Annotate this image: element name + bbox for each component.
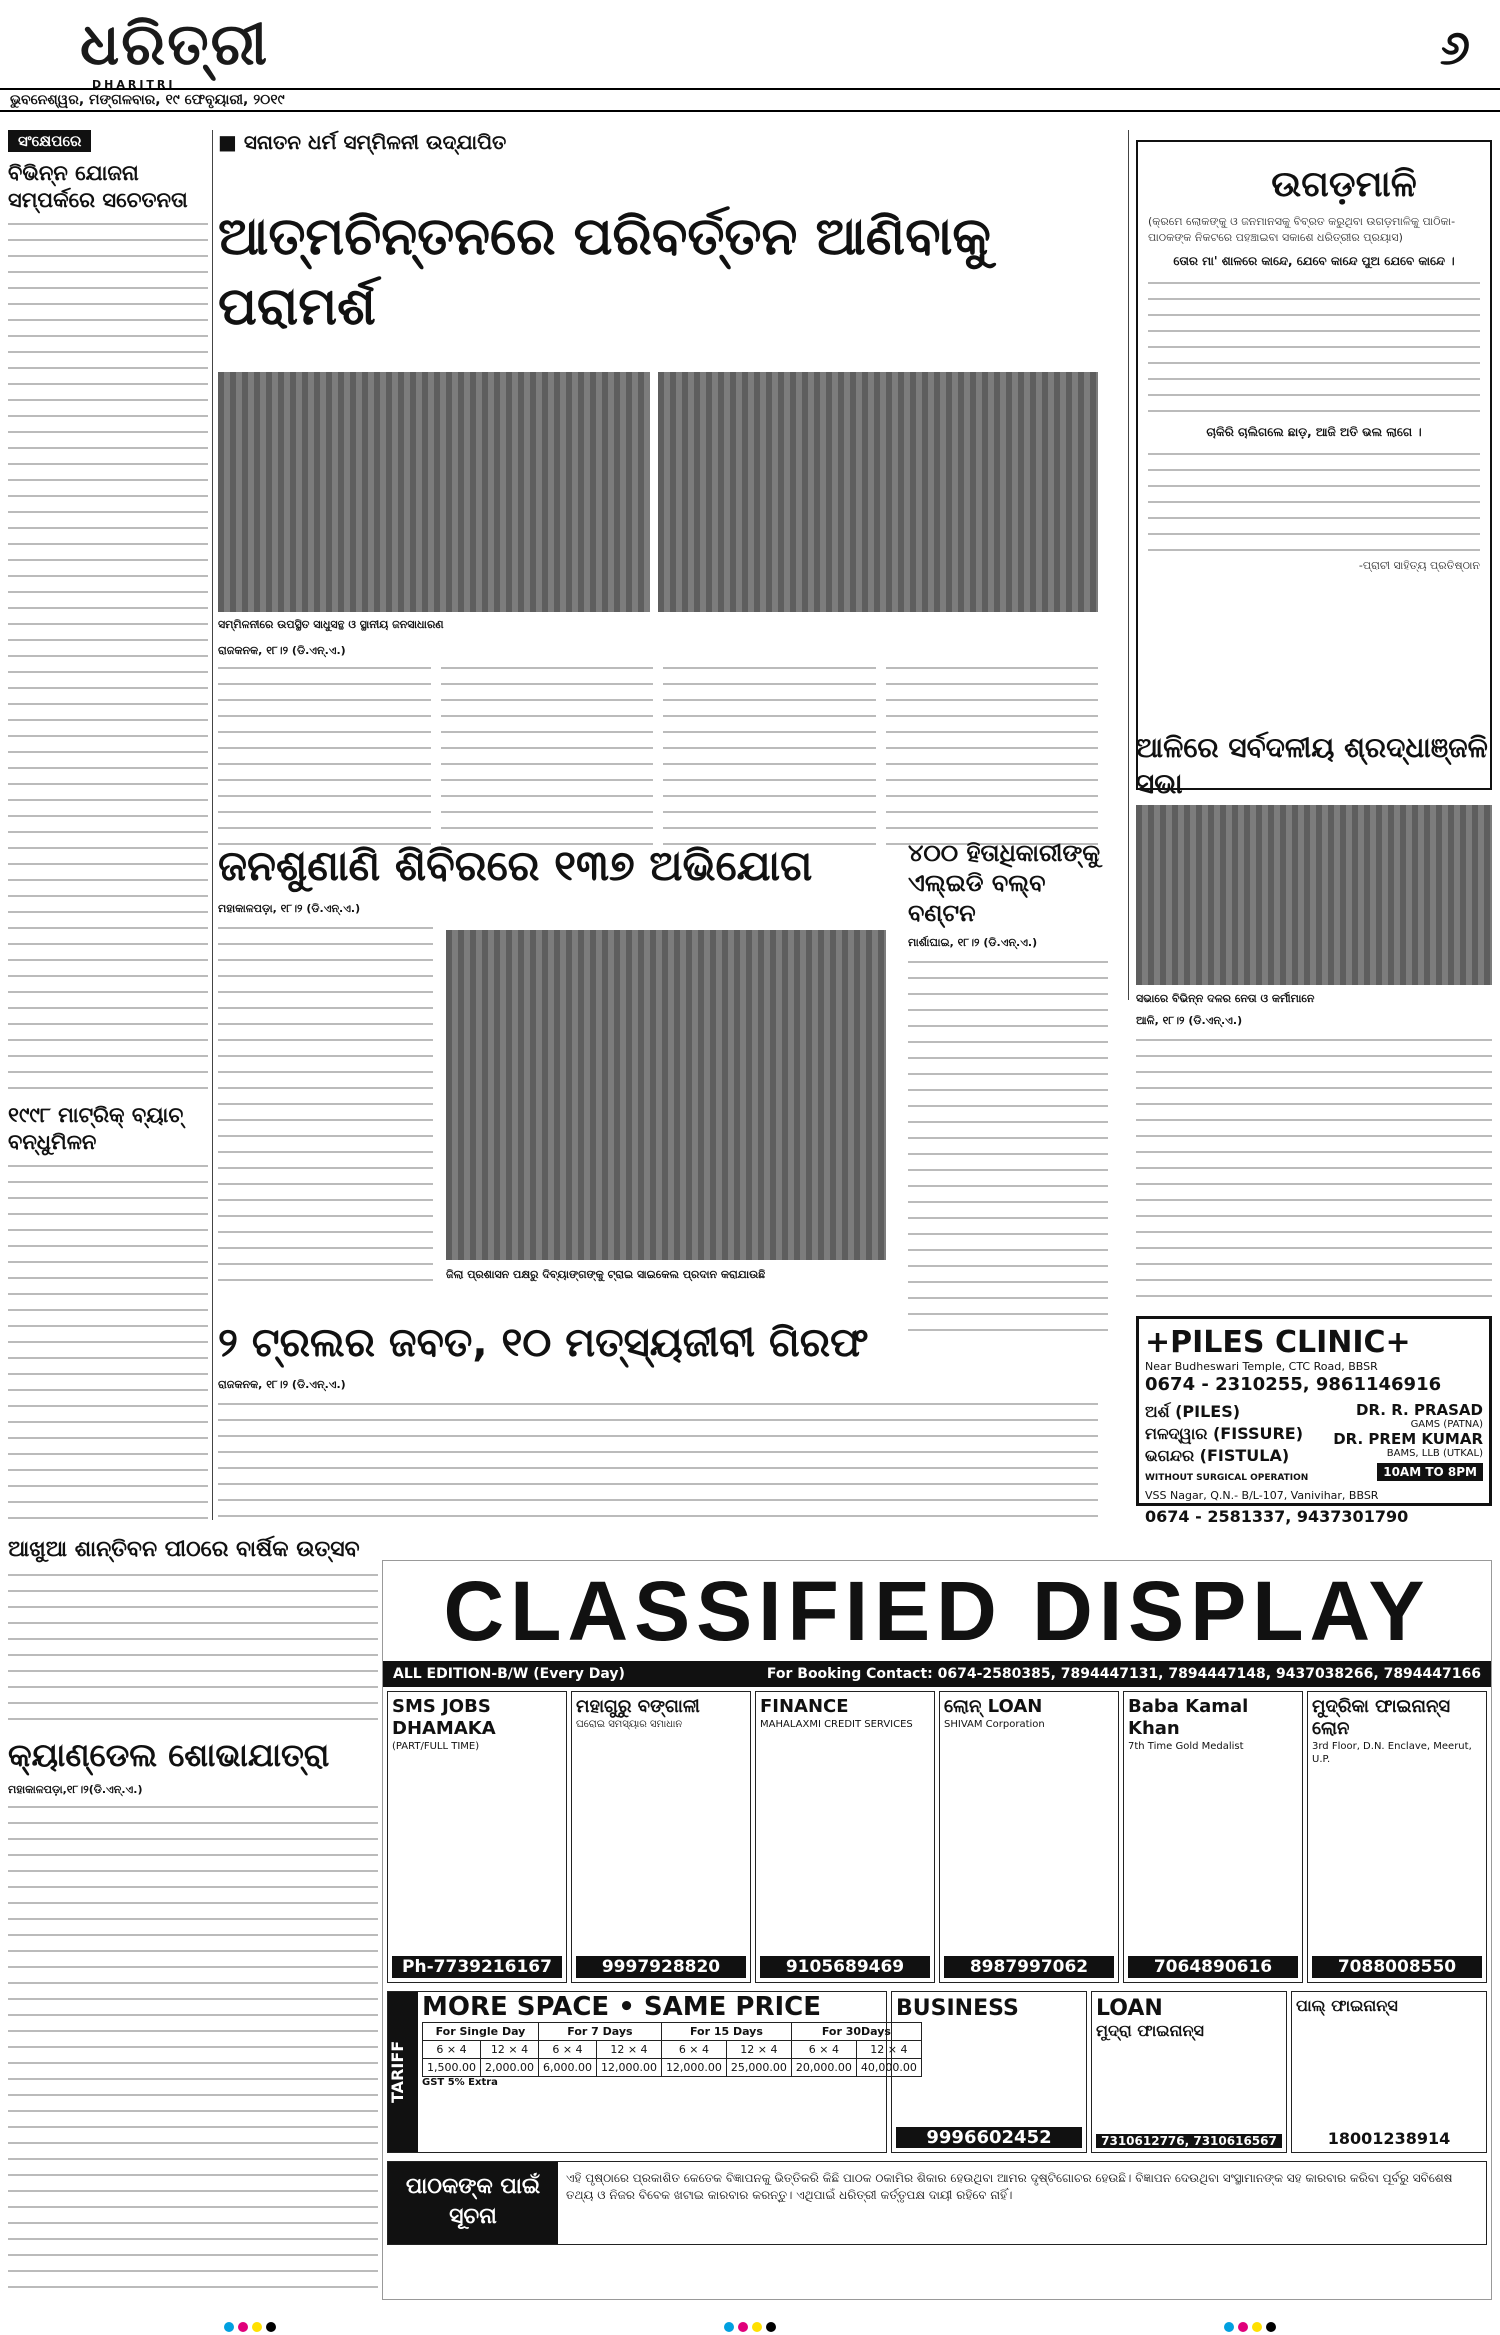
piles-note: WITHOUT SURGICAL OPERATION <box>1145 1473 1309 1483</box>
article-body-placeholder <box>663 662 876 852</box>
doctor-1: DR. R. PRASAD <box>1356 1401 1483 1419</box>
bottom-left-stories <box>8 1535 378 2315</box>
ad-subtitle: 7th Time Gold Medalist <box>1128 1741 1244 1752</box>
masthead <box>0 0 1500 120</box>
doctor-2-degree: BAMS, LLB (UTKAL) <box>1386 1448 1483 1459</box>
notice-heading: ପାଠକଙ୍କ ପାଇଁ ସୂଚନା <box>388 2162 558 2244</box>
classified-title: CLASSIFIED DISPLAY <box>443 1564 1431 1658</box>
piles-item: ଅର୍ଶ (PILES) <box>1145 1402 1241 1421</box>
classified-ad <box>1307 1691 1487 1983</box>
tariff-size: 6 × 4 <box>423 2041 481 2059</box>
classified-ad <box>755 1691 935 1983</box>
tariff-col: For 30Days <box>791 2023 921 2041</box>
tariff-heading: MORE SPACE • SAME PRICE <box>422 1992 822 2022</box>
tariff-price: 1,500.00 <box>423 2059 481 2077</box>
newspaper-logo: ଧରିତ୍ରୀ <box>80 10 270 78</box>
ad-phone: 9105689469 <box>760 1956 930 1978</box>
ad-phone: 7064890616 <box>1128 1956 1298 1978</box>
piles-item: ମଳଦ୍ୱାର (FISSURE) <box>1145 1424 1304 1443</box>
classified-booking-bar <box>383 1661 1491 1687</box>
newspaper-logo-sub: DHARITRI <box>92 78 176 91</box>
tariff-price: 12,000.00 <box>661 2059 726 2077</box>
ad-title: Baba Kamal Khan <box>1128 1696 1249 1739</box>
sabha-headline: ଆଳିରେ ସର୍ବଦଳୀୟ ଶ୍ରଦ୍ଧାଞ୍ଜଳି ସଭା <box>1136 731 1488 800</box>
classified-ad <box>387 1691 567 1983</box>
ad-phone: 9996602452 <box>896 2127 1082 2148</box>
article-body-placeholder <box>218 662 431 852</box>
bottom-headline-1: ଆଖୁଆ ଶାନ୍ତିବନ ପୀଠରେ ବାର୍ଷିକ ଉତ୍ସବ <box>8 1537 360 1562</box>
article-body-placeholder <box>908 956 1108 1336</box>
section-tag: ସଂକ୍ଷେପରେ <box>8 130 91 152</box>
bottom-dateline: ମହାକାଳପଡ଼ା,୧୮।୨(ଡି.ଏନ୍.ଏ.) <box>8 1783 143 1796</box>
main-photo-stage <box>218 372 650 612</box>
classified-ad <box>1123 1691 1303 1983</box>
tariff-size: 12 × 4 <box>480 2041 538 2059</box>
ad-title: ଲୋନ୍ LOAN <box>944 1696 1043 1717</box>
ad-subtitle: ଘରୋଇ ସମସ୍ୟାର ସମାଧାନ <box>576 1719 683 1730</box>
tariff-price: 2,000.00 <box>480 2059 538 2077</box>
dateline: ଭୁବନେଶ୍ୱର, ମଙ୍ଗଳବାର, ୧୯ ଫେବୃୟାରୀ, ୨୦୧୯ <box>0 88 1500 112</box>
ad-title: FINANCE <box>760 1696 849 1717</box>
ad-title: ମୁଦ୍ରିକା ଫାଇନାନ୍ସ ଲୋନ <box>1312 1696 1451 1739</box>
ad-subtitle: ମୁଦ୍ରା ଫାଇନାନ୍ସ <box>1096 2021 1204 2040</box>
feature-intro: (କ୍ରମେ ଲୋକଙ୍କୁ ଓ ଜନମାନସକୁ ବିବ୍ରତ କରୁଥିବା ଉଗଡ଼ମାଳିକୁ ପାଠିକା-ପାଠକଙ୍କ ନିକଟରେ ପହଞ୍ଚାଇବା ସକାଶେ ଧରିତ୍ରୀର ପ୍ରୟାସ) <box>1148 215 1456 244</box>
grievance-headline: ଜନଶୁଣାଣି ଶିବିରରେ ୧୩୭ ଅଭିଯୋଗ <box>218 841 813 890</box>
registration-mark <box>1222 2317 1278 2335</box>
tariff-table <box>422 2022 922 2077</box>
article-body-placeholder <box>1136 1034 1492 1304</box>
tariff-row <box>383 1987 1491 2157</box>
tariff-size: 6 × 4 <box>538 2041 596 2059</box>
tariff-size: 6 × 4 <box>661 2041 726 2059</box>
print-registration-marks <box>0 2318 1500 2334</box>
trawler-headline: ୨ ଟ୍ରଲର ଜବତ, ୧୦ ମତ୍ସ୍ୟଜୀବୀ ଗିରଫ <box>218 1320 869 1366</box>
article-body-placeholder <box>886 662 1099 852</box>
grievance-dateline: ମହାକାଳପଡ଼ା, ୧୮।୨ (ଡି.ଏନ୍.ଏ.) <box>218 902 361 915</box>
tariff-gst: GST 5% Extra <box>422 2077 498 2088</box>
article-body-placeholder <box>8 1160 208 1520</box>
tariff-price: 20,000.00 <box>791 2059 856 2077</box>
tariff-size: 12 × 4 <box>596 2041 661 2059</box>
tariff-col: For Single Day <box>423 2023 539 2041</box>
piles-title: +PILES CLINIC+ <box>1145 1325 1411 1360</box>
sabha-dateline: ଆଳି, ୧୮।୨ (ଡି.ଏନ୍.ଏ.) <box>1136 1014 1243 1027</box>
piles-clinic-ad <box>1136 1316 1492 1526</box>
ad-phone: 18001238914 <box>1327 2129 1451 2148</box>
tariff-price: 6,000.00 <box>538 2059 596 2077</box>
doctor-2: DR. PREM KUMAR <box>1333 1430 1483 1448</box>
article-body-placeholder <box>8 218 208 1098</box>
trawler-dateline: ରାଜକନକ, ୧୮।୨ (ଡି.ଏନ୍.ଏ.) <box>218 1378 346 1391</box>
ad-subtitle: 3rd Floor, D.N. Enclave, Meerut, U.P. <box>1312 1741 1472 1765</box>
ad-subtitle: MAHALAXMI CREDIT SERVICES <box>760 1719 913 1730</box>
left-column <box>8 130 208 1520</box>
tariff-col: For 15 Days <box>661 2023 791 2041</box>
ad-title: ମହାଗୁରୁ ବଙ୍ଗାଳୀ <box>576 1696 700 1717</box>
classified-ad <box>939 1691 1119 1983</box>
main-kicker: ■ ସନାତନ ଧର୍ମ ସମ୍ମିଳନୀ ଉଦ୍‌ଯାପିତ <box>218 130 1098 162</box>
main-story <box>218 130 1098 852</box>
feature-box <box>1136 140 1492 790</box>
left-headline-1: ବିଭିନ୍ନ ଯୋଜନା ସମ୍ପର୍କରେ ସଚେତନତା <box>8 161 188 212</box>
classified-edition: ALL EDITION-B/W (Every Day) <box>393 1666 625 1682</box>
piles-item: ଭଗନ୍ଦର (FISTULA) <box>1145 1446 1290 1465</box>
tariff-price: 25,000.00 <box>726 2059 791 2077</box>
registration-mark <box>722 2317 778 2335</box>
ad-phone: 9997928820 <box>576 1956 746 1978</box>
classified-ad <box>571 1691 751 1983</box>
tariff-size: 12 × 4 <box>726 2041 791 2059</box>
article-body-placeholder <box>1148 277 1480 417</box>
main-photos <box>218 372 1098 612</box>
trawler-story <box>218 1316 1098 1528</box>
feature-title: ଉଗଡ଼ମାଳି <box>1271 164 1417 205</box>
main-body <box>218 662 1098 852</box>
doctor-1-degree: GAMS (PATNA) <box>1410 1419 1483 1430</box>
ad-phone: Ph-7739216167 <box>392 1956 562 1978</box>
tariff-box <box>387 1991 917 2153</box>
grievance-photo <box>446 930 886 1260</box>
article-body-placeholder <box>8 1569 378 1729</box>
ad-title: ପାଲ୍ ଫାଇନାନ୍ସ <box>1296 1996 1398 2015</box>
ad-phone: 7310612776, 7310616567 <box>1096 2134 1282 2148</box>
tariff-col: For 7 Days <box>538 2023 661 2041</box>
tariff-size: 12 × 4 <box>856 2041 921 2059</box>
tariff-label: TARIFF <box>388 1992 418 2152</box>
led-story <box>908 838 1108 1336</box>
ad-phone: 8987997062 <box>944 1956 1114 1978</box>
page-number: ୬ <box>1439 20 1470 76</box>
classified-display <box>382 1560 1492 2300</box>
timing: 10AM TO 8PM <box>1377 1463 1483 1481</box>
tariff-size: 6 × 4 <box>791 2041 856 2059</box>
classified-contact: For Booking Contact: 0674-2580385, 7894447131, 7894447148, 9437038266, 7894447166 <box>766 1666 1481 1682</box>
piles-branch: VSS Nagar, Q.N.- B/L-107, Vanivihar, BBSR <box>1145 1489 1379 1502</box>
main-headline: ଆତ୍ମଚିନ୍ତନରେ ପରିବର୍ତ୍ତନ ଆଣିବାକୁ ପରାମର୍ଶ <box>218 207 991 337</box>
ad-title: BUSINESS <box>896 1996 1019 2021</box>
piles-branch-phone: 0674 - 2581337, 9437301790 <box>1145 1507 1409 1526</box>
ad-title: SMS JOBS DHAMAKA <box>392 1696 496 1739</box>
ad-subtitle: (PART/FULL TIME) <box>392 1741 480 1752</box>
tariff-price: 12,000.00 <box>596 2059 661 2077</box>
left-headline-2: ୧୯୯୮ ମାଟ୍ରିକ୍ ବ୍ୟାଚ୍ ବନ୍ଧୁମିଳନ <box>8 1103 184 1154</box>
grievance-caption: ଜିଲା ପ୍ରଶାସନ ପକ୍ଷରୁ ଦିବ୍ୟାଙ୍ଗଙ୍କୁ ଟ୍ରାଇ ସାଇକେଲ ପ୍ରଦାନ କରାଯାଉଛି <box>446 1268 766 1281</box>
notice-text: ଏହି ପୃଷ୍ଠାରେ ପ୍ରକାଶିତ କେତେକ ବିଜ୍ଞାପନକୁ ଭିତ୍ତିକରି କିଛି ପାଠକ ଠକାମିର ଶିକାର ହେଉଥିବା ଆମର ଦୃଷ୍ଟିଗୋଚର ହେଉଛି। ବିଜ୍ଞାପନ ଦେଉଥିବା ସଂସ୍ଥାମାନଙ୍କ ସହ କାରବାର କରିବା ପୂର୍ବରୁ ସବିଶେଷ ତଥ୍ୟ ଓ ନିଜର ବିବେକ ଖଟାଇ କାରବାର କରନ୍ତୁ। ଏଥିପାଇଁ ଧରିତ୍ରୀ କର୍ତ୍ତୃପକ୍ଷ ଦାୟୀ ରହିବେ ନାହିଁ। <box>566 2171 1453 2202</box>
feature-signoff: -ପ୍ରାଚୀ ସାହିତ୍ୟ ପ୍ରତିଷ୍ଠାନ <box>1358 559 1480 572</box>
sabha-caption: ସଭାରେ ବିଭିନ୍ନ ଦଳର ନେତା ଓ କର୍ମୀମାନେ <box>1136 992 1315 1005</box>
loan-ad <box>1091 1991 1287 2153</box>
business-ad <box>891 1991 1087 2153</box>
main-caption: ସମ୍ମିଳନୀରେ ଉପସ୍ଥିତ ସାଧୁସନ୍ଥ ଓ ସ୍ଥାନୀୟ ଜନସାଧାରଣ <box>218 618 444 631</box>
article-body-placeholder <box>8 1801 378 2301</box>
bottom-headline-2: କ୍ୟାଣ୍ଡେଲ ଶୋଭାଯାତ୍ରା <box>8 1736 330 1774</box>
reader-notice <box>387 2161 1487 2245</box>
feature-quote-2: ଚାକିରି ଚାଲିଗଲେ ଛାଡ଼, ଆଜି ଅତି ଭଲ ଲାଗେ । <box>1206 425 1422 439</box>
column-rule <box>1128 130 1129 1000</box>
sabha-photo <box>1136 805 1492 985</box>
article-body-placeholder <box>218 922 433 1282</box>
main-photo-crowd <box>658 372 1098 612</box>
registration-mark <box>222 2317 278 2335</box>
column-rule <box>212 130 213 1520</box>
loan-ad-2 <box>1291 1991 1487 2153</box>
led-headline: ୪୦୦ ହିତାଧିକାରୀଙ୍କୁ ଏଲ୍‌ଇଡି ବଲ୍‌ବ ବଣ୍ଟନ <box>908 839 1101 927</box>
main-dateline: ରାଜକନକ, ୧୮।୨ (ଡି.ଏନ୍.ଏ.) <box>218 644 346 657</box>
article-body-placeholder <box>218 1398 1098 1528</box>
piles-address: Near Budheswari Temple, CTC Road, BBSR <box>1145 1360 1378 1373</box>
article-body-placeholder <box>1148 448 1480 558</box>
ad-subtitle: SHIVAM Corporation <box>944 1719 1045 1730</box>
piles-phone: 0674 - 2310255, 9861146916 <box>1145 1374 1442 1395</box>
ad-phone: 7088008550 <box>1312 1956 1482 1978</box>
feature-quote-1: ତୋର ମା' ଶାଳରେ କାନ୍ଦେ, ଯେବେ କାନ୍ଦେ ପୁଅ ଯେବେ କାନ୍ଦେ । <box>1173 254 1455 268</box>
led-dateline: ମାର୍ଶାଘାଇ, ୧୮।୨ (ଡି.ଏନ୍.ଏ.) <box>908 936 1038 949</box>
classified-ads <box>383 1687 1491 1987</box>
ad-title: LOAN <box>1096 1996 1163 2021</box>
tariff-price: 40,000.00 <box>856 2059 921 2077</box>
article-body-placeholder <box>441 662 654 852</box>
